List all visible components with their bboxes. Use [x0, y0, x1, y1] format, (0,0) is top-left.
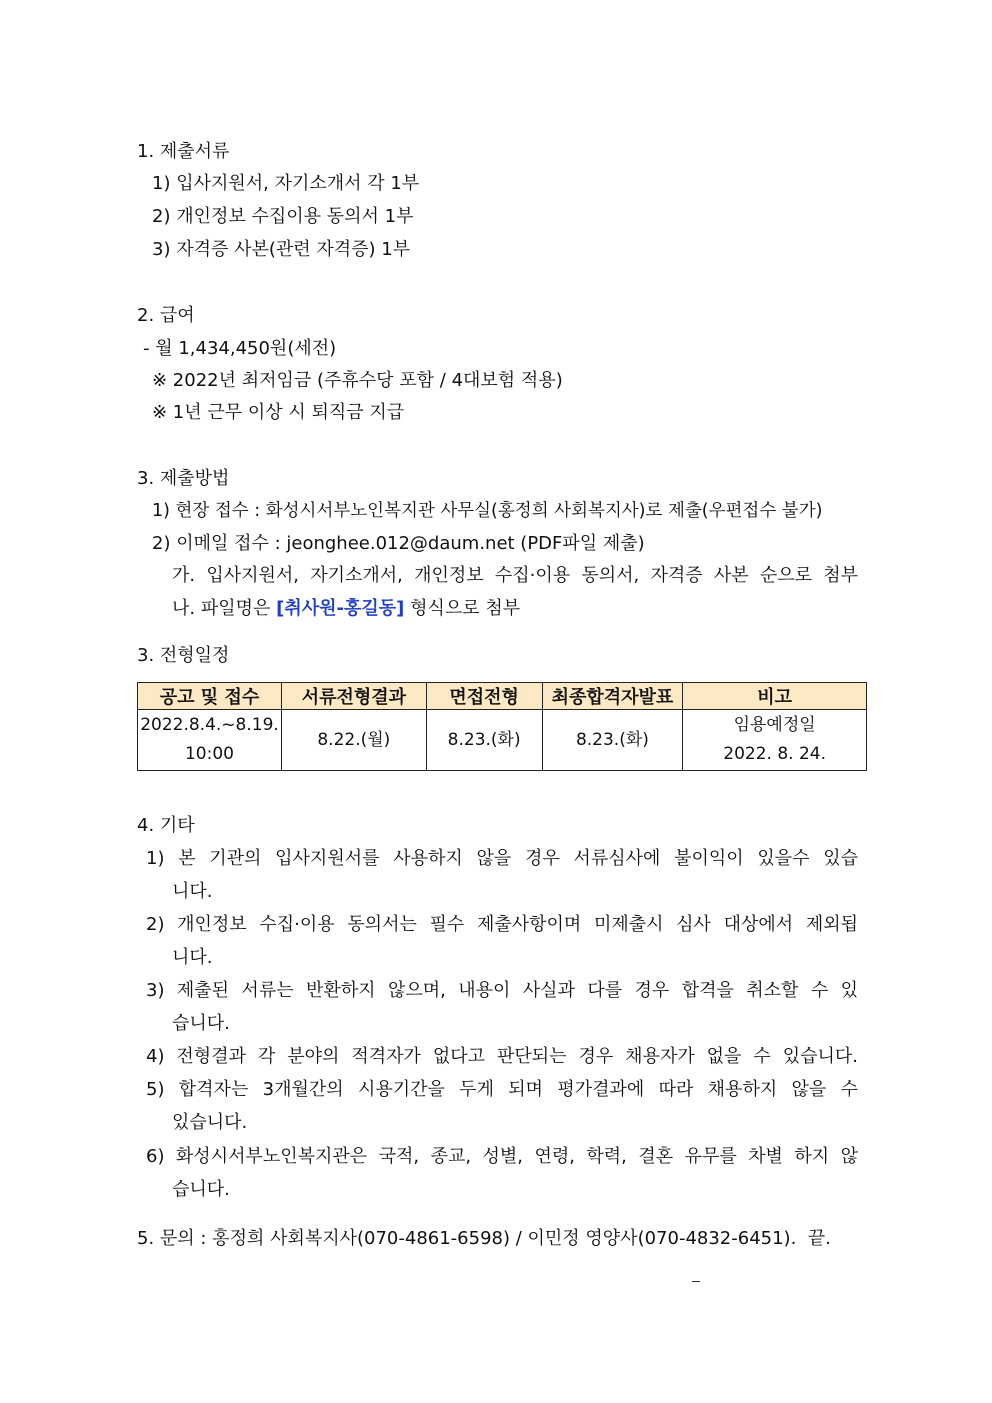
pay-note-1: ※ 2022년 최저임금 (주휴수당 포함 / 4대보험 적용) — [152, 370, 563, 391]
header-interview: 면접전형 — [426, 683, 542, 710]
schedule-row — [138, 710, 867, 771]
header-announcement: 공고 및 접수 — [138, 683, 282, 710]
submit-method-1: 1) 현장 접수 : 화성시서부노인복지관 사무실(홍정희 사회복지사)로 제출(우편접수 불가) — [152, 501, 823, 521]
doc-item-3: 3) 자격증 사본(관련 자격증) 1부 — [152, 239, 411, 260]
filename-format: [취사원-홍길동] — [276, 598, 405, 619]
pay-note-2: ※ 1년 근무 이상 시 퇴직금 지급 — [152, 402, 405, 423]
header-final: 최종합격자발표 — [542, 683, 683, 710]
cell-document-result: 8.22.(월) — [281, 710, 426, 771]
etc-item-4: 4) 전형결과 각 분야의 적격자가 없다고 판단되는 경우 채용자가 없을 수 있습니다. — [146, 1046, 858, 1067]
submit-method-2: 2) 이메일 접수 : jeonghee.012@daum.net (PDF파일 제출) — [152, 533, 645, 554]
etc-item-1-line-1: 1) 본 기관의 입사지원서를 사용하지 않을 경우 서류심사에 불이익이 있을수 있습 — [146, 848, 858, 869]
header-note: 비고 — [683, 683, 867, 710]
etc-item-6-line-1: 6) 화성시서부노인복지관은 국적, 종교, 성별, 연령, 학력, 결혼 유무를 차별 하지 않 — [146, 1146, 858, 1167]
doc-item-1: 1) 입사지원서, 자기소개서 각 1부 — [152, 173, 420, 194]
note-line-2: 2022. 8. 24. — [723, 744, 827, 764]
pay-amount: - 월 1,434,450원(세전) — [143, 338, 337, 359]
schedule-title: 3. 전형일정 — [137, 645, 230, 666]
header-document-result: 서류전형결과 — [281, 683, 426, 710]
schedule-header-row — [138, 683, 867, 710]
etc-item-2-line-1: 2) 개인정보 수집·이용 동의서는 필수 제출사항이며 미제출시 심사 대상에서 제외됩 — [146, 914, 858, 935]
etc-item-5-line-2: 있습니다. — [172, 1112, 248, 1133]
etc-item-1-line-2: 니다. — [172, 881, 213, 902]
submit-sub-b — [172, 596, 520, 622]
etc-item-3-line-2: 습니다. — [172, 1013, 230, 1034]
etc-item-6-line-2: 습니다. — [172, 1179, 230, 1200]
footer-dash — [692, 1281, 700, 1282]
period-line-2: 10:00 — [184, 744, 234, 764]
etc-item-2-line-2: 니다. — [172, 947, 213, 968]
section-3-title: 3. 제출방법 — [137, 468, 230, 489]
cell-note — [683, 710, 867, 771]
cell-final: 8.23.(화) — [542, 710, 683, 771]
cell-interview: 8.23.(화) — [426, 710, 542, 771]
cell-period — [138, 710, 282, 771]
contact-info: 5. 문의 : 홍정희 사회복지사(070-4861-6598) / 이민정 영양사(070-4832-6451). 끝. — [137, 1228, 831, 1249]
section-2-title: 2. 급여 — [137, 305, 195, 326]
note-line-1: 임용예정일 — [733, 715, 816, 735]
submit-sub-b-post: 형식으로 첨부 — [404, 598, 521, 619]
etc-item-3-line-1: 3) 제출된 서류는 반환하지 않으며, 내용이 사실과 다를 경우 합격을 취소할 수 있 — [146, 980, 858, 1001]
submit-sub-a: 가. 입사지원서, 자기소개서, 개인정보 수집·이용 동의서, 자격증 사본 순으로 첨부 — [172, 565, 858, 586]
doc-item-2: 2) 개인정보 수집이용 동의서 1부 — [152, 206, 414, 227]
section-4-title: 4. 기타 — [137, 815, 195, 836]
period-line-1: 2022.8.4.~8.19. — [140, 715, 279, 735]
etc-item-5-line-1: 5) 합격자는 3개월간의 시용기간을 두게 되며 평가결과에 따라 채용하지 않을 수 — [146, 1079, 858, 1100]
schedule-table — [137, 682, 867, 771]
section-1-title: 1. 제출서류 — [137, 141, 230, 162]
submit-sub-b-pre: 나. 파일명은 — [172, 598, 277, 619]
